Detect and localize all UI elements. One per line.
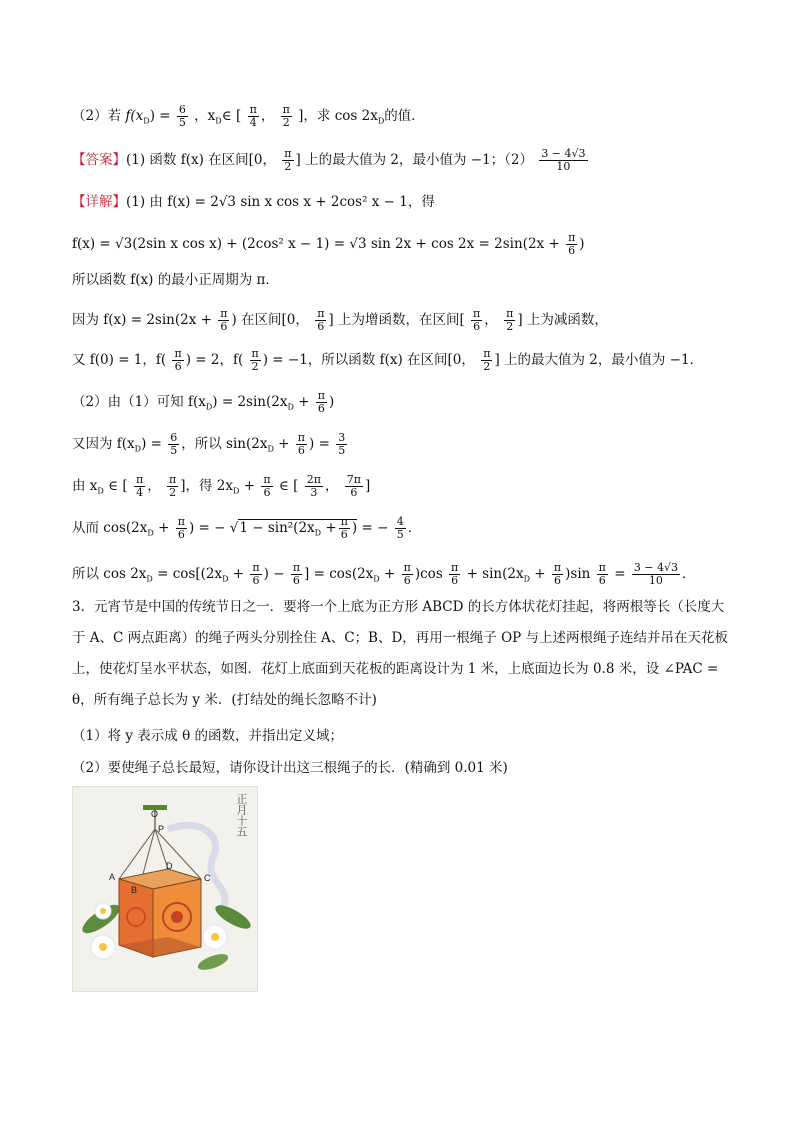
sub-d: D [146,574,153,584]
sep: ，x [194,108,216,124]
t: ) = [309,436,330,452]
den: 2 [251,360,259,373]
den: 5 [178,116,186,129]
f-of-xd: f(x [125,108,144,124]
t: 又 f(0) = 1，f( [72,352,167,368]
t: + [321,520,337,536]
den: 6 [220,320,228,333]
t: 1 − sin²(2x [239,520,315,536]
expr: f(x) = √3(2sin x cos x) + (2cos² x − 1) = √3 sin 2x + cos 2x = 2sin(2x + [72,236,560,252]
frac-pi-6 [296,432,307,457]
detail-line3 [72,270,732,290]
num: π [553,561,562,574]
den: 6 [252,574,260,587]
detail-line5 [72,348,732,373]
t: + [273,436,290,452]
t: ， [324,478,339,494]
num: π [297,431,306,444]
detail-line7 [72,432,732,460]
den: 2 [506,320,514,333]
den: 2 [284,160,292,173]
num: π [220,307,228,320]
sub-d: D [147,528,154,538]
label-o: O [151,809,159,819]
t: ) [329,394,335,410]
den: 5 [396,528,404,541]
t: 又因为 f(x [72,436,135,452]
frac-6-5 [177,104,188,129]
den: 10 [556,160,571,173]
problem3-statement: 3．元宵节是中国的传统节日之一．要将一个上底为正方形 ABCD 的长方体状花灯挂起，将两根等长（长度大于 A、C 两点距离）的绳子两头分别拴住 A、C；B、D，再用一根绳子 OP 与上述两根绳子连结并吊在天花板上，使花灯呈水平状态，如图．花灯上底面到天花板的距离设计为 1 米，上底面边长为 0.8 米，设 ∠PAC = θ，所有绳子总长为 y 米．(打结处的绳长忽略不计) [72,599,729,708]
t: )sin [565,566,591,582]
num: 6 [170,431,178,444]
den: 6 [473,320,481,333]
num: π [598,561,606,574]
den: 2 [169,486,177,499]
flower-center [100,908,106,914]
den: 10 [648,574,663,587]
frac-pi-6 [172,348,183,373]
den: 6 [598,574,606,587]
t: ∈ [ [274,478,299,494]
expr-end: ) [579,236,585,252]
lantern-figure [72,786,258,992]
frac-3-5 [336,432,347,457]
t: )cos [414,566,443,582]
den: 5 [338,444,346,457]
frac-pi-2 [250,348,261,373]
num: π [169,473,177,486]
den: 6 [350,486,358,499]
t: ] 上的最大值为 2，最小值为 −1． [494,352,704,368]
frac-pi-6 [402,562,413,587]
detail-line6 [72,390,732,418]
t: ) = [141,436,162,452]
frac-pi-6 [250,562,261,587]
num: 2π [306,473,321,486]
sub-d: D [314,528,322,538]
frac-pi-6 [176,516,187,541]
sub-d: D [134,444,142,454]
sub-d: D [233,486,240,496]
num: 3 [338,431,346,444]
den: 4 [249,116,257,129]
t: ) − [263,566,285,582]
tail2: 的值． [384,108,425,124]
num: π [284,147,292,160]
den: 2 [483,360,491,373]
t: ． [407,520,422,536]
sub-d: D [97,486,104,496]
t: ， [147,478,161,494]
sub-d: D [373,574,380,584]
rope-pa [119,829,155,879]
num: π [568,231,576,244]
frac-pi-2 [282,148,293,173]
frac-pi-4 [248,104,259,129]
t: = − [357,520,389,536]
frac-2pi-3 [305,474,323,499]
den: 6 [317,320,325,333]
t: + [153,520,170,536]
answer-text1: (1) 函数 f(x) 在区间[0， [126,152,276,168]
num: π [483,347,491,360]
label-a: A [109,872,116,882]
detail-line2 [72,232,732,257]
detail-line8 [72,474,732,502]
t: + [239,478,256,494]
comma: ， [260,108,275,124]
t: ， [484,312,498,328]
sqrt-body [238,515,358,541]
t: ) 在区间[0， [231,312,309,328]
den: 6 [317,402,325,415]
t: ，所以 sin(2x [181,436,268,452]
t: ) = 2，f( [185,352,244,368]
frac-6-5 [168,432,179,457]
frac-7pi-6 [345,474,363,499]
t: + sin(2x [462,566,524,582]
t: = cos[(2x [152,566,223,582]
sqrt-sign: √ [229,520,239,536]
tail: ]，求 cos 2x [298,108,378,124]
detail-tag: 【详解】 [72,194,126,210]
answer-line [72,148,732,173]
num: π [174,347,182,360]
den: 6 [177,528,185,541]
frac-pi-6 [218,308,229,333]
label-p: P [158,824,165,834]
t: ] [364,478,371,494]
frac-pi-2 [504,308,515,333]
label-c: C [204,873,211,883]
num: π [282,103,290,116]
t: ]，得 2x [180,478,233,494]
calligraphy-text: 正月十五 [235,793,248,837]
t: （2）由（1）可知 f(x [72,394,206,410]
den: 6 [340,528,348,541]
flower-center [211,933,219,941]
lantern-pattern-center [171,911,183,923]
t: + [228,566,245,582]
den: 6 [174,360,182,373]
sub-d: D [215,116,222,126]
frac-pi-6 [316,390,327,415]
t: ] 上为减函数， [517,312,608,328]
frac-pi-2 [167,474,178,499]
den: 6 [263,486,271,499]
frac-pi-6 [597,562,608,587]
num: π [506,307,514,320]
t: 所以 cos 2x [72,566,147,582]
frac-pi-6 [291,562,302,587]
num: π [473,307,481,320]
answer-fraction [539,148,587,173]
eq: ) = [149,108,171,124]
sub-d: D [143,116,150,126]
frac-pi-6 [315,308,326,333]
answer-tag: 【答案】 [72,152,126,168]
problem3-q2: （2）要使绳子总长最短，请你设计出这三根绳子的长．(精确到 0.01 米) [72,760,508,776]
num: π [135,473,144,486]
num: 7π [346,473,361,486]
t: ) = − [188,520,226,536]
sub-d: D [287,402,294,412]
den: 4 [136,486,144,499]
detail-line1 [72,192,732,212]
den: 6 [403,574,411,587]
text: 所以函数 f(x) 的最小正周期为 π． [72,272,279,288]
t: ) = −1，所以函数 f(x) 在区间[0， [262,352,475,368]
den: 5 [170,444,178,457]
num: π [292,561,301,574]
t: + [379,566,396,582]
part2-label: （2）若 [72,108,122,124]
den: 6 [297,444,305,457]
den: 2 [282,116,290,129]
question-part2 [72,104,732,132]
num: π [451,561,459,574]
in: ∈ [ [221,108,242,124]
sub-d: D [523,574,531,584]
den: 6 [554,574,562,587]
t: ) [351,520,358,536]
num: 4 [396,515,404,528]
num: 6 [178,103,186,116]
num: π [249,103,257,116]
t: ] 上为增函数，在区间[ [328,312,465,328]
frac-pi-2 [481,348,492,373]
detail-line4 [72,308,732,333]
frac-pi-4 [134,474,145,499]
num: π [251,347,259,360]
den: 6 [451,574,459,587]
frac-pi-6 [552,562,563,587]
label-b: B [131,885,138,895]
num: π [403,561,411,574]
detail-line10 [72,562,732,590]
frac-pi-2 [281,104,292,129]
answer-text2: ] 上的最大值为 2，最小值为 −1；（2） [295,152,534,168]
num: π [340,515,348,528]
frac-pi-6 [261,474,272,499]
t: 从而 cos(2x [72,520,148,536]
sub-d: D [222,574,229,584]
num: 3 − 4√3 [633,561,679,574]
den: 6 [292,574,300,587]
sub-d: D [267,444,274,454]
frac-pi-6 [449,562,460,587]
problem3-q1: （1）将 y 表示成 θ 的函数，并指出定义域； [72,728,344,744]
label-d: D [166,861,173,871]
num: 3 − 4√3 [541,147,586,160]
t: + [293,394,310,410]
t: = [609,566,626,582]
t: 因为 f(x) = 2sin(2x + [72,312,212,328]
num: π [263,473,271,486]
detail-line9 [72,516,732,544]
t: ∈ [ [103,478,128,494]
frac-pi-6 [339,516,350,541]
flower-center [99,943,107,951]
den: 6 [568,244,576,257]
num: π [252,561,260,574]
den: 3 [310,486,318,499]
num: π [317,389,326,402]
t: ) = 2sin(2x [212,394,288,410]
frac-4-5 [395,516,406,541]
leaf [196,951,230,973]
detail-text: (1) 由 f(x) = 2√3 sin x cos x + 2cos² x − 1，得 [126,194,435,210]
t: 由 x [72,478,98,494]
frac-answer [632,562,680,587]
sub-d: D [205,402,213,412]
frac-pi-6 [566,232,577,257]
num: π [317,307,325,320]
frac-pi-6 [471,308,482,333]
t: ] = cos(2x [304,566,374,582]
t: + [530,566,546,582]
num: π [177,515,185,528]
t: ． [682,566,696,582]
sub-d: D [377,116,385,126]
lantern-illustration [73,787,257,991]
